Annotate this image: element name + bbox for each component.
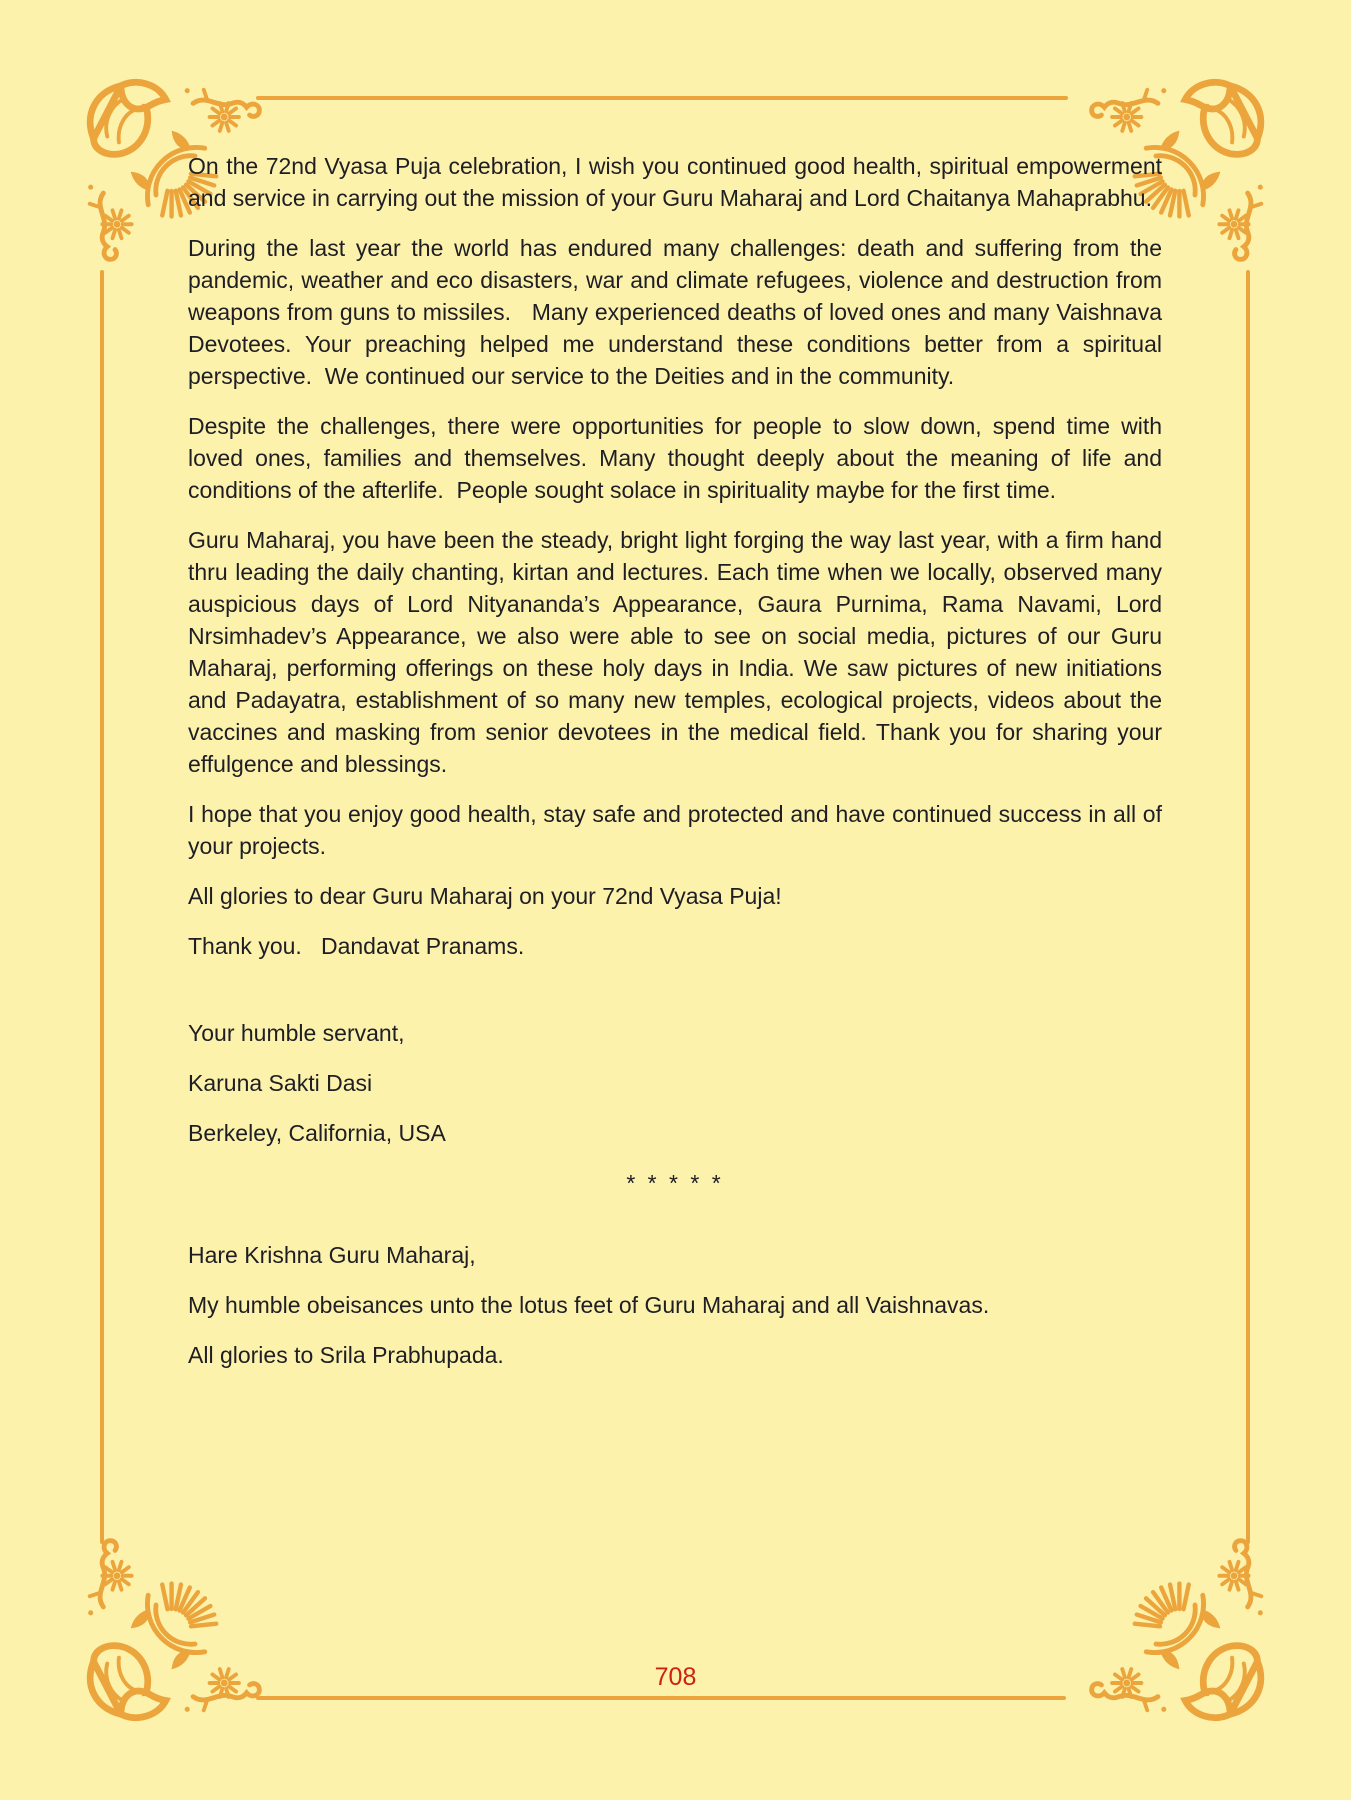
corner-petal: [172, 131, 192, 151]
letter-paragraph-5: I hope that you enjoy good health, stay safe and protected and have continued success in all of your projects.: [188, 801, 1162, 859]
dot: [88, 185, 93, 190]
border-line-top: [256, 96, 1068, 100]
floral-corner-ornament-bottom-left: [78, 1527, 273, 1722]
letter-paragraph-7: Thank you. Dandavat Pranams.: [188, 933, 525, 959]
letter-paragraph-2: During the last year the world has endured many challenges: death and suffering from the pandemic, weather and eco disasters, war and climate refugees, violence and destruction from weapons from guns to missiles. Many experienced deaths of loved ones and many Vaishnava Devotees. Your preaching helped me understand these conditions better from a spiritual perspective. We continued our service to the Deities and in the community.: [188, 235, 1162, 389]
dot: [185, 88, 190, 93]
page-number: 708: [654, 1663, 697, 1691]
section-separator: * * * * *: [626, 1170, 724, 1196]
floral-corner-ornament-bottom-right: [1078, 1527, 1273, 1722]
corner-petal: [131, 172, 151, 192]
border-line-left: [100, 270, 104, 1544]
daisy-flower: [102, 210, 131, 238]
letter-paragraph-6: All glories to dear Guru Maharaj on your 72nd Vyasa Puja!: [188, 883, 782, 909]
next-letter-glories-line: All glories to Srila Prabhupada.: [188, 1342, 504, 1368]
letter-paragraph-1: On the 72nd Vyasa Puja celebration, I wish you continued good health, spiritual empowerment and service in carrying out the mission of your Guru Maharaj and Lord Chaitanya Mahaprabhu.: [188, 153, 1162, 211]
border-line-bottom: [256, 1696, 1066, 1700]
letter-paragraph-4: Guru Maharaj, you have been the steady, bright light forging the way last year, with a firm hand thru leading the daily chanting, kirtan and lectures. Each time when we locally, observed many auspicious days of Lord Nityananda’s Appearance, Gaura Purnima, Rama Navami, Lord Nrsimhadev’s Appearance, we also were able to see on social media, pictures of our Guru Maharaj, performing offerings on these holy days in India. We saw pictures of new initiations and Padayatra, establishment of so many new temples, ecological projects, videos about the vaccines and masking from senior devotees in the medical field. Thank you for sharing your effulgence and blessings.: [188, 527, 1162, 777]
signature-location: Berkeley, California, USA: [188, 1120, 446, 1146]
corner-leaf: [90, 82, 166, 154]
closing-salutation: Your humble servant,: [188, 1020, 405, 1046]
border-line-right: [1246, 270, 1250, 1544]
daisy-flower: [210, 103, 239, 131]
signature-name: Karuna Sakti Dasi: [188, 1070, 373, 1096]
letter-paragraph-3: Despite the challenges, there were opportunities for people to slow down, spend time with loved ones, families and themselves. Many thought deeply about the meaning of life and conditions of the afterlife. People sought solace in spirituality maybe for the first time.: [188, 413, 1162, 503]
letter-body: [188, 150, 1162, 1389]
next-letter-salutation: Hare Krishna Guru Maharaj,: [188, 1242, 476, 1268]
next-letter-obeisances-line: My humble obeisances unto the lotus feet of Guru Maharaj and all Vaishnavas.: [188, 1292, 990, 1318]
